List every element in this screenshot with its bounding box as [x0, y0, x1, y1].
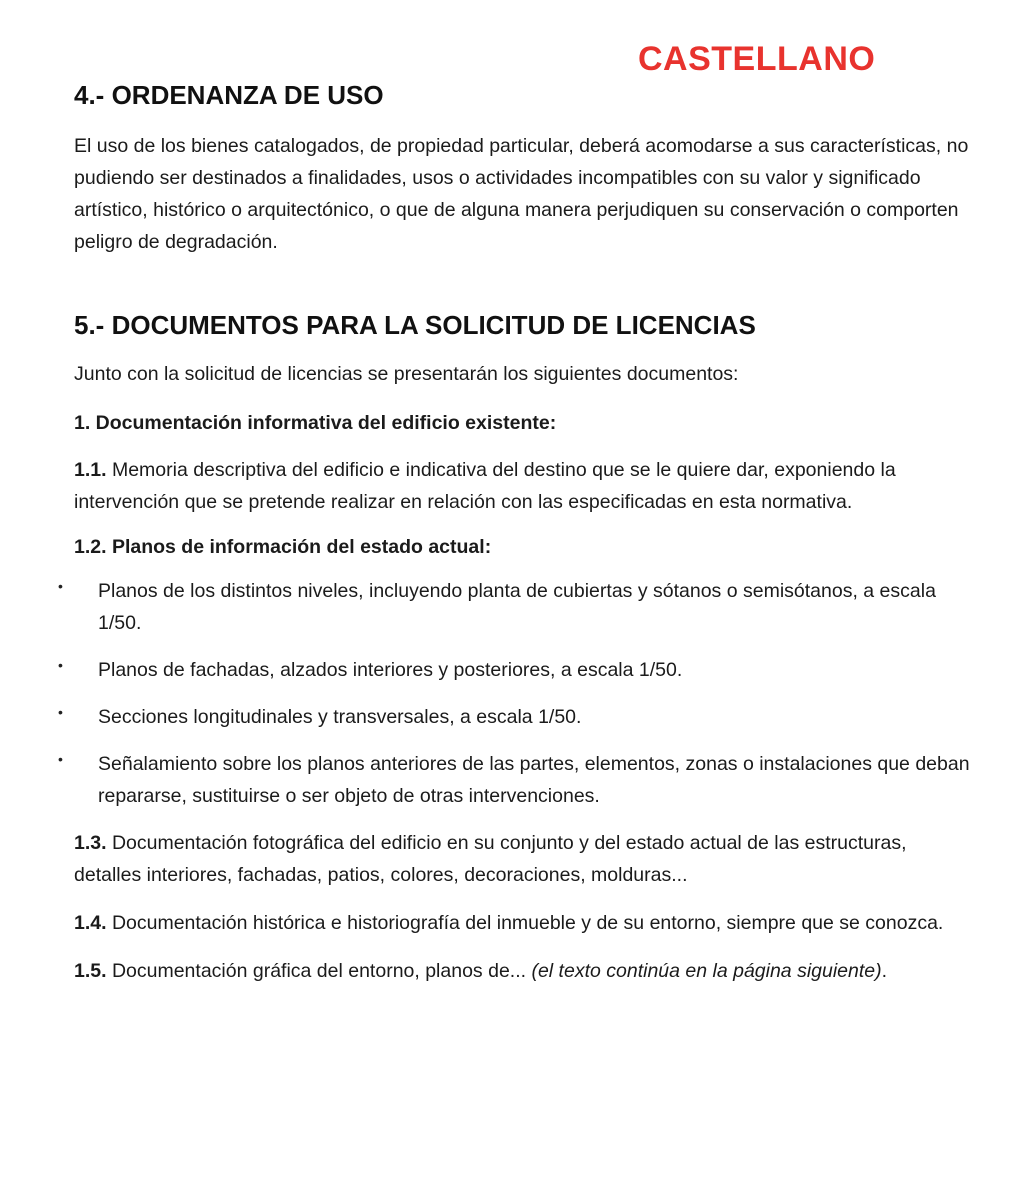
section-5-intro: Junto con la solicitud de licencias se presentarán los siguientes documentos: — [74, 363, 739, 385]
plans-bullet-list — [58, 575, 974, 812]
list-item-text: Secciones longitudinales y transversales, a escala 1/50. — [98, 706, 582, 728]
bullet-icon: • — [58, 704, 63, 720]
subsection-1-heading: 1. Documentación informativa del edificio existente: — [74, 412, 557, 434]
list-item-text: Planos de los distintos niveles, incluyendo planta de cubiertas y sótanos o semisótanos, a escala 1/50. — [98, 580, 936, 634]
section-4-title: 4.- ORDENANZA DE USO — [74, 80, 384, 110]
item-1-5-number: 1.5. — [74, 960, 107, 982]
item-1-5 — [74, 955, 974, 987]
section-5-title: 5.- DOCUMENTOS PARA LA SOLICITUD DE LICENCIAS — [74, 310, 756, 340]
list-item-text: Planos de fachadas, alzados interiores y posteriores, a escala 1/50. — [98, 659, 683, 681]
item-1-1 — [74, 454, 974, 518]
item-1-1-text: Memoria descriptiva del edificio e indicativa del destino que se le quiere dar, exponiendo la intervención que se pretende realizar en relación con las especificadas en esta normativa. — [74, 459, 896, 513]
list-item — [58, 575, 974, 639]
continuation-note: (el texto continúa en la página siguiente) — [531, 960, 882, 982]
list-item — [58, 701, 974, 733]
subsection-1-2-heading: 1.2. Planos de información del estado actual: — [74, 536, 492, 558]
language-label: CASTELLANO — [638, 40, 876, 78]
list-item — [58, 748, 974, 812]
bullet-icon: • — [58, 657, 63, 673]
list-item-text: Señalamiento sobre los planos anteriores de las partes, elementos, zonas o instalaciones que deban repararse, sustituirse o ser objeto de otras intervenciones. — [98, 753, 970, 807]
bullet-icon: • — [58, 578, 63, 594]
item-1-4-text: Documentación histórica e historiografía del inmueble y de su entorno, siempre que se conozca. — [106, 912, 944, 934]
document-content — [58, 78, 974, 987]
item-1-3-text: Documentación fotográfica del edificio en su conjunto y del estado actual de las estructuras, detalles interiores, fachadas, patios, colores, decoraciones, molduras... — [74, 832, 907, 886]
list-item — [58, 654, 974, 686]
item-1-4-number: 1.4. — [74, 912, 107, 934]
item-1-1-number: 1.1. — [74, 459, 107, 481]
item-1-3 — [74, 827, 974, 891]
item-1-5-text: Documentación gráfica del entorno, planos de... — [106, 960, 532, 982]
item-1-4 — [74, 907, 974, 939]
bullet-icon: • — [58, 751, 63, 767]
item-1-5-end: . — [881, 960, 888, 982]
item-1-3-number: 1.3. — [74, 832, 107, 854]
section-4-body: El uso de los bienes catalogados, de propiedad particular, deberá acomodarse a sus características, no pudiendo ser destinados a finalidades, usos o actividades incompatibles con su valor y significado artístico, histórico o arquitectónico, o que de alguna manera perjudiquen su conservación o comporten peligro de degradación. — [74, 135, 969, 253]
